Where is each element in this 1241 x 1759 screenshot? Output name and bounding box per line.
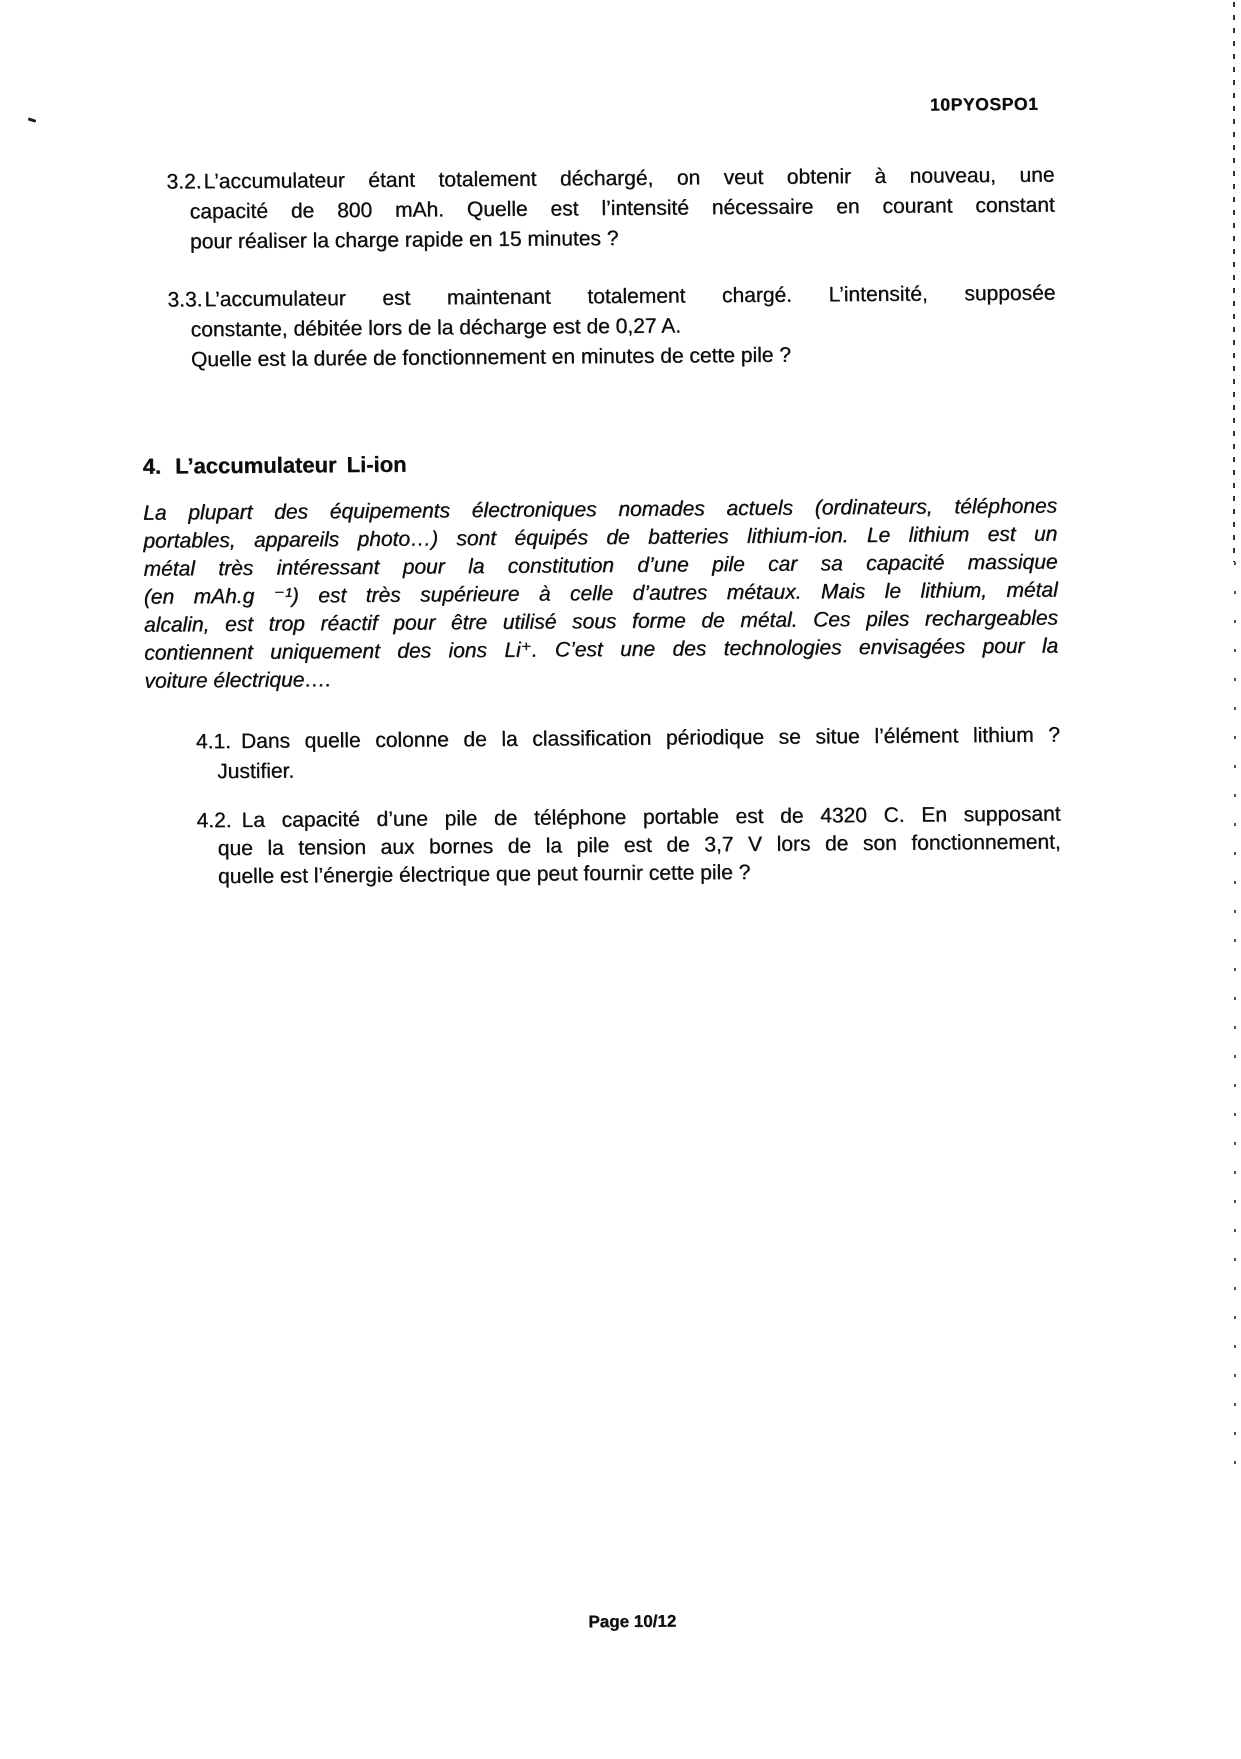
scan-edge-dash-artifact bbox=[1234, 562, 1236, 1480]
question-4-2 bbox=[196, 801, 1061, 892]
intro-line: métal très intéressant pour la constitution d’une pile car sa capacité massique bbox=[143, 550, 1058, 581]
intro-line: voiture électrique…. bbox=[144, 668, 332, 693]
question-4-1 bbox=[196, 721, 1060, 788]
section-number: 4. bbox=[142, 453, 162, 479]
intro-line: La plupart des équipements électroniques nomades actuels (ordinateurs, téléphones bbox=[143, 494, 1058, 525]
section-intro-paragraph bbox=[143, 493, 1059, 696]
question-text: Dans quelle colonne de la classification périodique se situe l’élément lithium ? bbox=[240, 723, 1060, 753]
question-line: que la tension aux bornes de la pile est de 3,7 V lors de son fonctionnement, bbox=[217, 830, 1061, 861]
scan-speck-artifact bbox=[28, 117, 37, 122]
scan-edge-dash-artifact bbox=[1233, 2, 1235, 562]
question-line: pour réaliser la charge rapide en 15 minutes ? bbox=[189, 226, 619, 254]
question-3-2 bbox=[166, 161, 1055, 258]
intro-line: (en mAh.g ⁻¹) est très supérieure à celle d’autres métaux. Mais le lithium, métal bbox=[143, 578, 1058, 609]
question-text: La capacité d’une pile de téléphone portable est de 4320 C. En supposant bbox=[241, 802, 1061, 832]
question-number: 3.3. bbox=[167, 288, 203, 312]
question-number: 4.1. bbox=[195, 730, 232, 754]
question-line: quelle est l’énergie électrique que peut fournir cette pile ? bbox=[217, 860, 751, 889]
question-number: 4.2. bbox=[196, 809, 232, 833]
intro-line: contiennent uniquement des ions Li⁺. C’est une des technologies envisagées pour la bbox=[144, 634, 1059, 665]
question-text: L’accumulateur est maintenant totalement chargé. L’intensité, supposée bbox=[204, 281, 1056, 312]
question-line: constante, débitée lors de la décharge est de 0,27 A. bbox=[190, 314, 682, 342]
intro-line: portables, appareils photo…) sont équipés de batteries lithium-ion. Le lithium est un bbox=[143, 522, 1058, 553]
page-number-footer: Page 10/12 bbox=[588, 1611, 677, 1632]
question-line: Quelle est la durée de fonctionnement en minutes de cette pile ? bbox=[190, 343, 792, 372]
question-line: Justifier. bbox=[217, 759, 295, 784]
intro-line: alcalin, est trop réactif pour être utilisé sous forme de métal. Ces piles rechargeables bbox=[143, 606, 1059, 637]
question-3-3 bbox=[167, 279, 1056, 376]
section-title: L’accumulateur Li-ion bbox=[174, 451, 407, 479]
question-text: L’accumulateur étant totalement déchargé, on veut obtenir à nouveau, une bbox=[203, 163, 1055, 194]
question-number: 3.2. bbox=[166, 170, 202, 194]
section-heading bbox=[143, 452, 407, 480]
question-line: capacité de 800 mAh. Quelle est l’intensité nécessaire en courant constant bbox=[189, 193, 1055, 224]
document-code: 10PYOSPO1 bbox=[929, 93, 1039, 115]
